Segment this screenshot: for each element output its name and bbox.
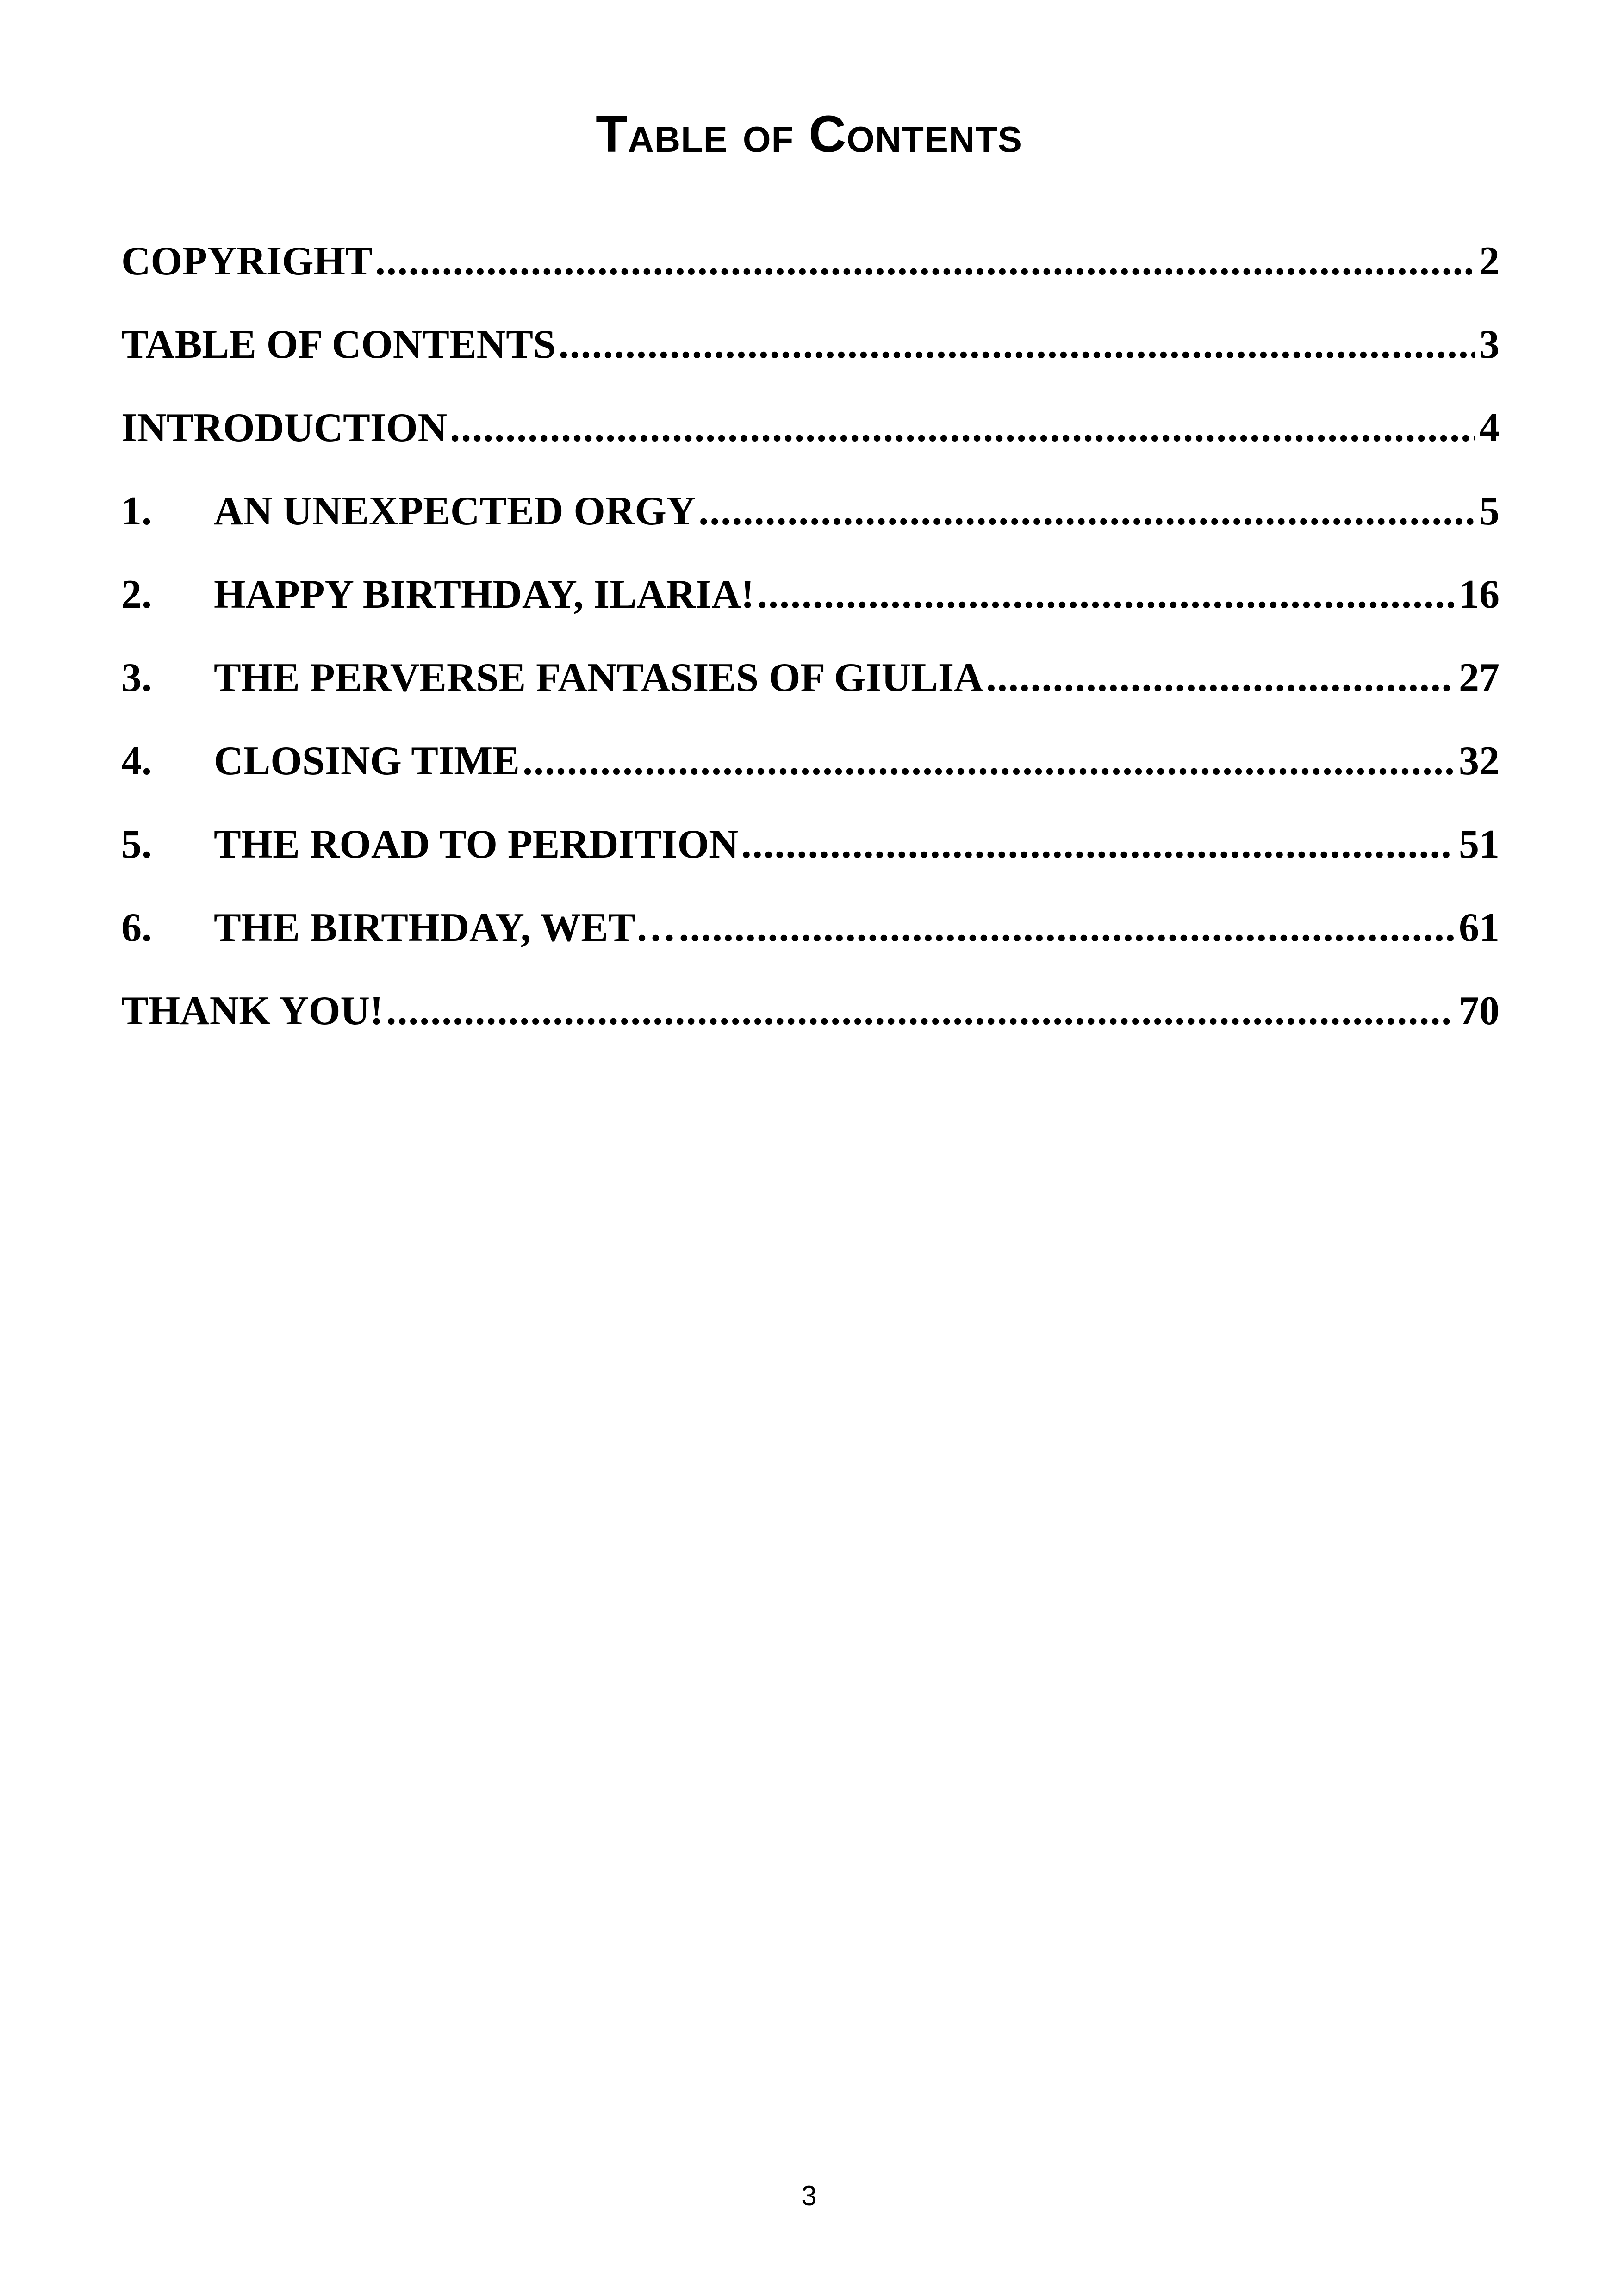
toc-leader-dots xyxy=(386,981,1454,1041)
toc-entry-chapter-3[interactable] xyxy=(121,648,1500,731)
table-of-contents xyxy=(121,231,1500,1064)
toc-entry-label: THE PERVERSE FANTASIES OF GIULIA xyxy=(214,655,983,700)
toc-entry-label: HAPPY BIRTHDAY, ILARIA! xyxy=(214,572,754,617)
toc-entry-label: COPYRIGHT xyxy=(121,239,373,284)
toc-entry-page: 16 xyxy=(1459,572,1500,617)
toc-leader-dots xyxy=(679,898,1454,958)
toc-leader-dots xyxy=(559,315,1475,375)
toc-leader-dots xyxy=(986,648,1454,708)
toc-entry-chapter-4[interactable] xyxy=(121,731,1500,815)
toc-entry-chapter-1[interactable] xyxy=(121,481,1500,565)
toc-entry-chapter-6[interactable] xyxy=(121,898,1500,981)
toc-entry-page: 2 xyxy=(1479,239,1500,284)
toc-entry-number: 2. xyxy=(121,572,152,617)
toc-entry-page: 5 xyxy=(1479,489,1500,534)
toc-entry-page: 3 xyxy=(1479,322,1500,367)
toc-entry-copyright[interactable] xyxy=(121,231,1500,315)
toc-entry-page: 32 xyxy=(1459,739,1500,784)
toc-leader-dots xyxy=(698,481,1475,541)
toc-entry-chapter-5[interactable] xyxy=(121,815,1500,898)
toc-entry-page: 70 xyxy=(1459,989,1500,1033)
toc-entry-number: 1. xyxy=(121,489,152,534)
toc-entry-page: 27 xyxy=(1459,655,1500,700)
toc-leader-dots xyxy=(741,815,1454,875)
toc-entry-thank-you[interactable] xyxy=(121,981,1500,1064)
toc-entry-number: 5. xyxy=(121,822,152,867)
toc-entry-label: AN UNEXPECTED ORGY xyxy=(214,489,696,534)
toc-entry-label: THE ROAD TO PERDITION xyxy=(214,822,739,867)
toc-leader-dots xyxy=(523,731,1454,791)
toc-entry-label: THANK YOU! xyxy=(121,989,384,1033)
toc-entry-label: TABLE OF CONTENTS xyxy=(121,322,556,367)
toc-entry-chapter-2[interactable] xyxy=(121,565,1500,648)
toc-entry-page: 61 xyxy=(1459,905,1500,950)
toc-leader-dots xyxy=(757,565,1454,625)
toc-entry-number: 4. xyxy=(121,739,152,784)
toc-entry-page: 4 xyxy=(1479,405,1500,450)
toc-entry-introduction[interactable] xyxy=(121,398,1500,481)
toc-entry-label: THE BIRTHDAY, WET… xyxy=(214,905,676,950)
toc-entry-label: CLOSING TIME xyxy=(214,739,520,784)
toc-leader-dots xyxy=(450,398,1475,458)
page-number: 3 xyxy=(801,2180,817,2211)
toc-entry-table-of-contents[interactable] xyxy=(121,315,1500,398)
toc-entry-label: INTRODUCTION xyxy=(121,405,448,450)
toc-entry-number: 6. xyxy=(121,905,152,950)
toc-entry-number: 3. xyxy=(121,655,152,700)
toc-entry-page: 51 xyxy=(1459,822,1500,867)
page-title: Table of Contents xyxy=(596,105,1022,163)
toc-leader-dots xyxy=(375,231,1475,292)
